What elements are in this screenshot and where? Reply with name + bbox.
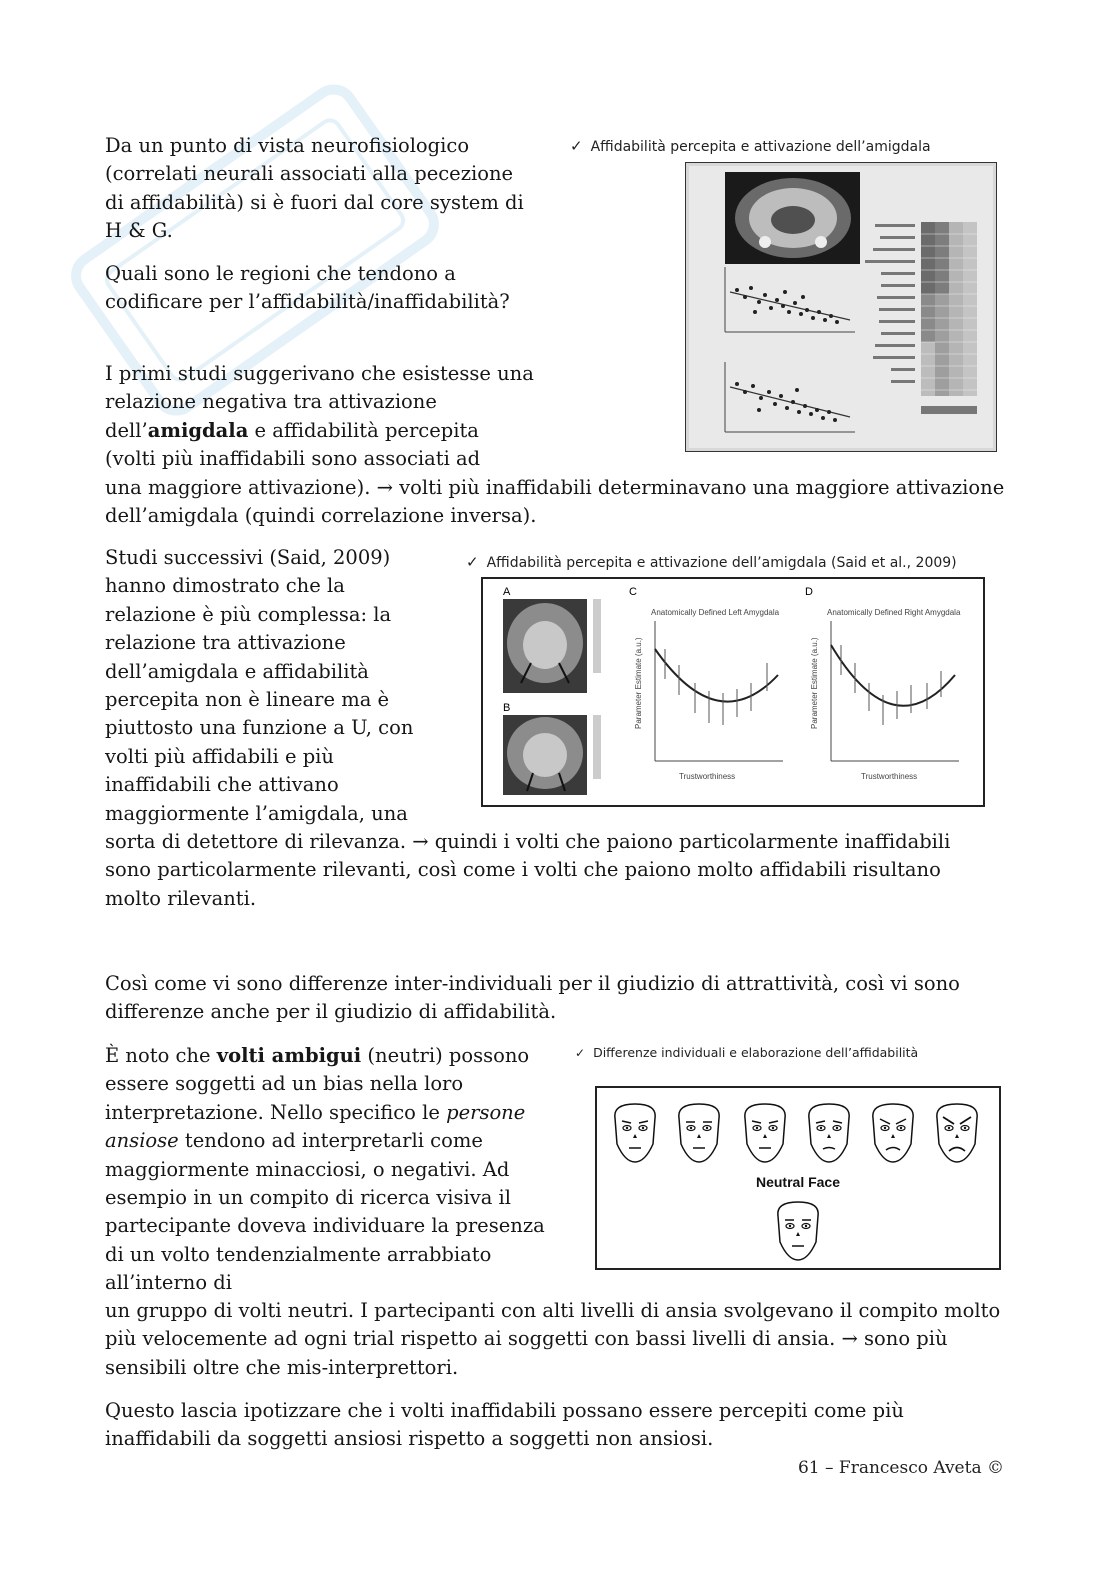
panel-d-label: D (805, 586, 813, 598)
face-6-icon (937, 1104, 977, 1162)
p6-text-b: (neutri) possono essere soggetti ad un bias nella loro interpretazione. Nello specifico le (105, 1044, 530, 1124)
panel-c-title: Anatomically Defined Left Amygdala (651, 608, 780, 617)
panel-c-label: C (629, 586, 637, 598)
panel-a-label: A (503, 586, 511, 598)
figure2-caption-text: Affidabilità percepita e attivazione dell’amigdala (Said et al., 2009) (486, 555, 957, 571)
panel-c-ylabel: Parameter Estimate (a.u.) (634, 637, 643, 729)
figure2-u-curve-image (483, 579, 983, 805)
paragraph-later-studies: Studi successivi (Said, 2009) hanno dimostrato che la relazione è più complessa: la relazione tra attivazione dell’amigdala e affidabilità percepita non è lineare ma è piuttosto una funzione a U, con volti più affidabili e più inaffidabili che attivano maggiormente l’amigdala, una (105, 546, 414, 825)
paragraph-ambiguous-faces-tail: un gruppo di volti neutri. I partecipanti con alti livelli di ansia svolgevano il compito molto più velocemente ad ogni trial rispetto ai soggetti con bassi livelli di ansia. → sono più sensibili oltre che mis-interprettori. (105, 1299, 1001, 1379)
face-1-icon (615, 1104, 655, 1162)
paragraph-later-studies-tail: sorta di detettore di rilevanza. → quindi i volti che paiono particolarmente inaffidabili sono particolarmente rilevanti, così come i volti che paiono molto affidabili risultano molto rilevanti. (105, 830, 951, 910)
panel-c-xlabel: Trustworthiness (679, 772, 736, 781)
face-5-icon (873, 1104, 913, 1162)
paragraph-individual-differences: Così come vi sono differenze inter-individuali per il giudizio di attrattività, così vi sono differenze anche per il giudizio di affidabilità. (105, 972, 960, 1024)
neutral-face-icon (778, 1202, 818, 1260)
page-footer: 61 – Francesco Aveta © (797, 1458, 1004, 1478)
face-4-icon (809, 1104, 849, 1162)
figure2-box (481, 577, 985, 807)
p3-bold-amigdala: amigdala (147, 418, 249, 442)
panel-d-ylabel: Parameter Estimate (a.u.) (810, 637, 819, 729)
paragraph-early-studies-tail: una maggiore attivazione). → volti più inaffidabili determinavano una maggiore attivazione dell’amigdala (quindi correlazione inversa). (105, 476, 1005, 528)
face-2-icon (679, 1104, 719, 1162)
neutral-face-label: Neutral Face (755, 1174, 841, 1190)
p6-text-c: tendono ad interpretarli come maggiormente minacciosi, o negativi. Ad esempio in un compito di ricerca visiva il partecipante doveva individuare la presenza di un volto tendenzialmente arrabbiato all’interno di (105, 1129, 545, 1295)
figure3-caption-text: Differenze individuali e elaborazione dell’affidabilità (593, 1045, 919, 1060)
face-3-icon (745, 1104, 785, 1162)
checkmark-icon: ✓ (575, 1046, 586, 1060)
p6-bold-ambiguous: volti ambigui (216, 1044, 362, 1067)
panel-d-xlabel: Trustworthiness (861, 772, 918, 781)
paragraph-early-studies (105, 360, 535, 474)
figure3-caption (575, 1045, 918, 1060)
checkmark-icon: ✓ (570, 137, 583, 155)
p6-italic-anxious: persone ansiose (105, 1100, 526, 1153)
figure1-amygdala-image (685, 162, 997, 452)
panel-d-title: Anatomically Defined Right Amygdala (827, 608, 961, 617)
p3-text-a: I primi studi suggerivano che esistesse una relazione negativa tra attivazione dell’ (105, 362, 534, 442)
figure2-caption (466, 553, 957, 571)
panel-b-label: B (503, 702, 511, 714)
p6-text-a: È noto che (105, 1044, 217, 1067)
figure3-faces-box (595, 1086, 1001, 1270)
figure1-caption-text: Affidabilità percepita e attivazione dell’amigdala (590, 139, 931, 155)
paragraph-question-regions: Quali sono le regioni che tendono a codificare per l’affidabilità/inaffidabilità? (105, 262, 510, 314)
paragraph-ambiguous-faces (105, 1042, 555, 1298)
paragraph-neurophysiology: Da un punto di vista neurofisiologico (correlati neurali associati alla pecezione di affidabilità) si è fuori dal core system di H & G. (105, 134, 524, 243)
p3-text-b: e affidabilità percepita (volti più inaffidabili sono associati ad (105, 418, 481, 471)
paragraph-conclusion: Questo lascia ipotizzare che i volti inaffidabili possano essere percepiti come più inaffidabili da soggetti ansiosi rispetto a soggetti non ansiosi. (105, 1399, 904, 1451)
figure1-caption (570, 137, 931, 155)
checkmark-icon: ✓ (466, 553, 479, 571)
